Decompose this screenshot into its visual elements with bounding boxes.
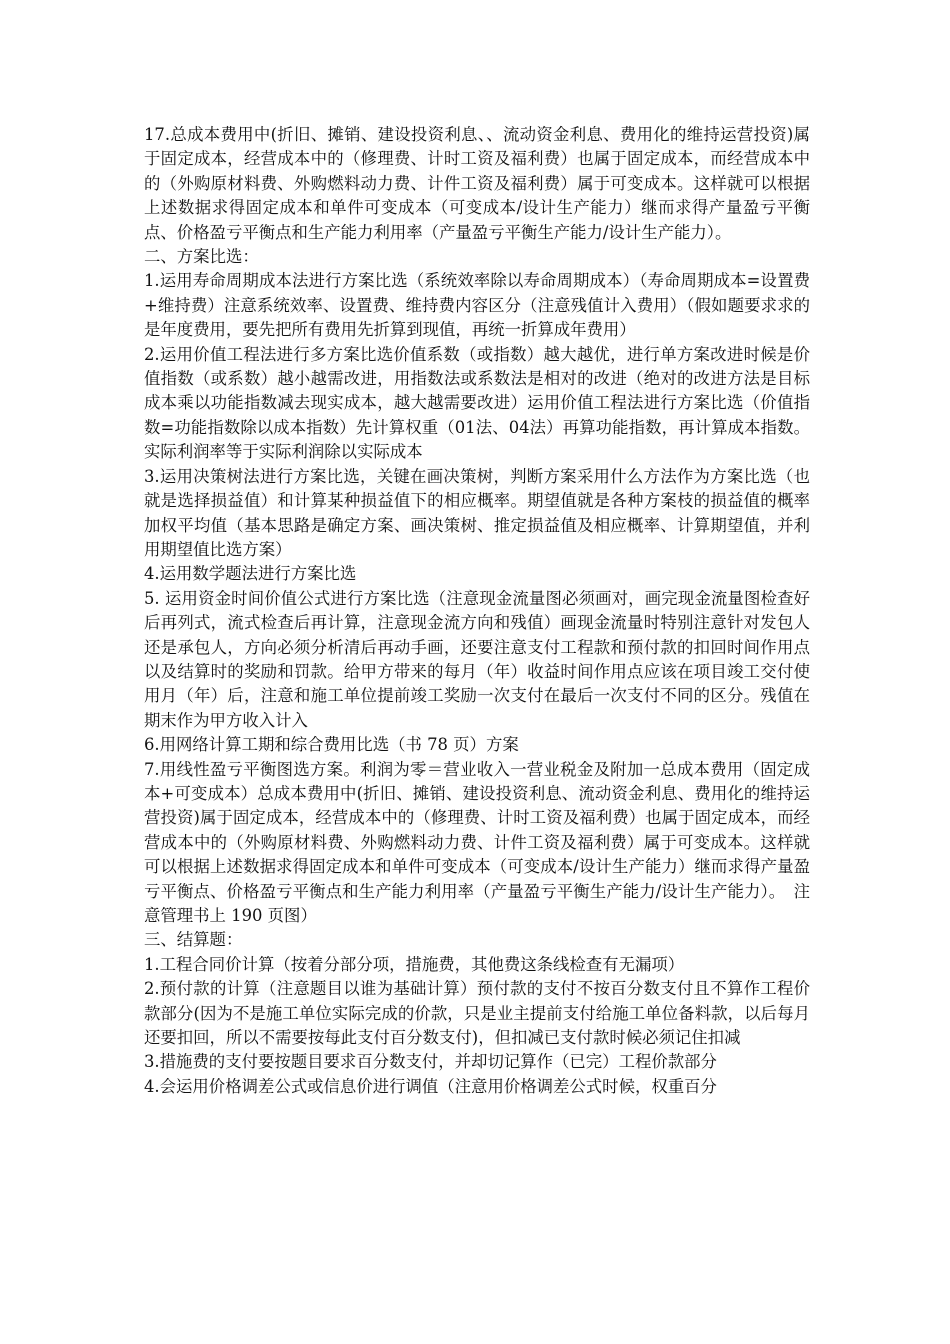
paragraph-advance-payment: 2.预付款的计算（注意题目以谁为基础计算）预付款的支付不按百分数支付且不算作工程价款部分(因为不是施工单位实际完成的价款，只是业主提前支付给施工单位备料款，以后每月还要扣回，所以不需要按每此支付百分数支付)，但扣减已支付款时候必须记住扣减 <box>144 979 810 1048</box>
paragraph-breakeven-chart: 7.用线性盈亏平衡图选方案。利润为零＝营业收入一营业税金及附加一总成本费用（固定成本+可变成本）总成本费用中(折旧、摊销、建设投资利息、流动资金利息、费用化的维持运营投资)属于固定成本，经营成本中的（修理费、计时工资及福利费）也属于固定成本，而经营成本中的（外购原材料费、外购燃料动力费、计件工资及福利费）属于可变成本。这样就可以根据上述数据求得固定成本和单件可变成本（可变成本/设计生产能力）继而求得产量盈亏平衡点、价格盈亏平衡点和生产能力利用率（产量盈亏平衡生产能力/设计生产能力）。 注意管理书上 190 页图） <box>144 759 810 925</box>
paragraph-lifecycle-cost: 1.运用寿命周期成本法进行方案比选（系统效率除以寿命周期成本）（寿命周期成本=设置费+维持费）注意系统效率、设置费、维持费内容区分（注意残值计入费用）（假如题要求求的是年度费用，要先把所有费用先折算到现值，再统一折算成年费用） <box>144 271 810 340</box>
paragraph-time-value: 5. 运用资金时间价值公式进行方案比选（注意现金流量图必须画对，画完现金流量图检查好后再列式，流式检查后再计算，注意现金流方向和残值）画现金流量时特别注意针对发包人还是承包人，方向必须分析清后再动手画，还要注意支付工程款和预付款的扣回时间作用点以及结算时的奖励和罚款。给甲方带来的每月（年）收益时间作用点应该在项目竣工交付使用月（年）后，注意和施工单位提前竣工奖励一次支付在最后一次支付不同的区分。残值在期末作为甲方收入计入 <box>144 588 810 730</box>
paragraph-price-adjustment: 4.会运用价格调差公式或信息价进行调值（注意用价格调差公式时候，权重百分 <box>144 1076 717 1096</box>
paragraph-contract-price: 1.工程合同价计算（按着分部分项，措施费，其他费这条线检查有无漏项） <box>144 954 685 974</box>
paragraph-decision-tree: 3.运用决策树法进行方案比选，关键在画决策树，判断方案采用什么方法作为方案比选（也就是选择损益值）和计算某种损益值下的相应概率。期望值就是各种方案枝的损益值的概率加权平均值（基本思路是确定方案、画决策树、推定损益值及相应概率、计算期望值，并利用期望值比选方案） <box>144 466 810 559</box>
paragraph-network-schedule: 6.用网络计算工期和综合费用比选（书 78 页）方案 <box>144 735 519 755</box>
heading-scheme-comparison: 二、方案比选： <box>144 247 259 267</box>
document-page <box>144 123 810 1099</box>
paragraph-measures-fee: 3.措施费的支付要按题目要求百分数支付，并却切记算作（已完）工程价款部分 <box>144 1052 717 1072</box>
paragraph-math-method: 4.运用数学题法进行方案比选 <box>144 564 357 584</box>
paragraph-fixed-cost: 17.总成本费用中(折旧、摊销、建设投资利息、、流动资金利息、费用化的维持运营投资)属于固定成本，经营成本中的（修理费、计时工资及福利费）也属于固定成本，而经营成本中的（外购原材料费、外购燃料动力费、计件工资及福利费）属于可变成本。这样就可以根据上述数据求得固定成本和单件可变成本（可变成本/设计生产能力）继而求得产量盈亏平衡点、价格盈亏平衡点和生产能力利用率（产量盈亏平衡生产能力/设计生产能力）。 <box>144 125 810 242</box>
paragraph-value-engineering: 2.运用价值工程法进行多方案比选价值系数（或指数）越大越优，进行单方案改进时候是价值指数（或系数）越小越需改进，用指数法或系数法是相对的改进（绝对的改进方法是目标成本乘以功能指数减去现实成本，越大越需要改进）运用价值工程法进行方案比选（价值指数=功能指数除以成本指数）先计算权重（01法、04法）再算功能指数，再计算成本指数。实际利润率等于实际利润除以实际成本 <box>144 344 810 462</box>
heading-settlement: 三、结算题： <box>144 930 243 950</box>
